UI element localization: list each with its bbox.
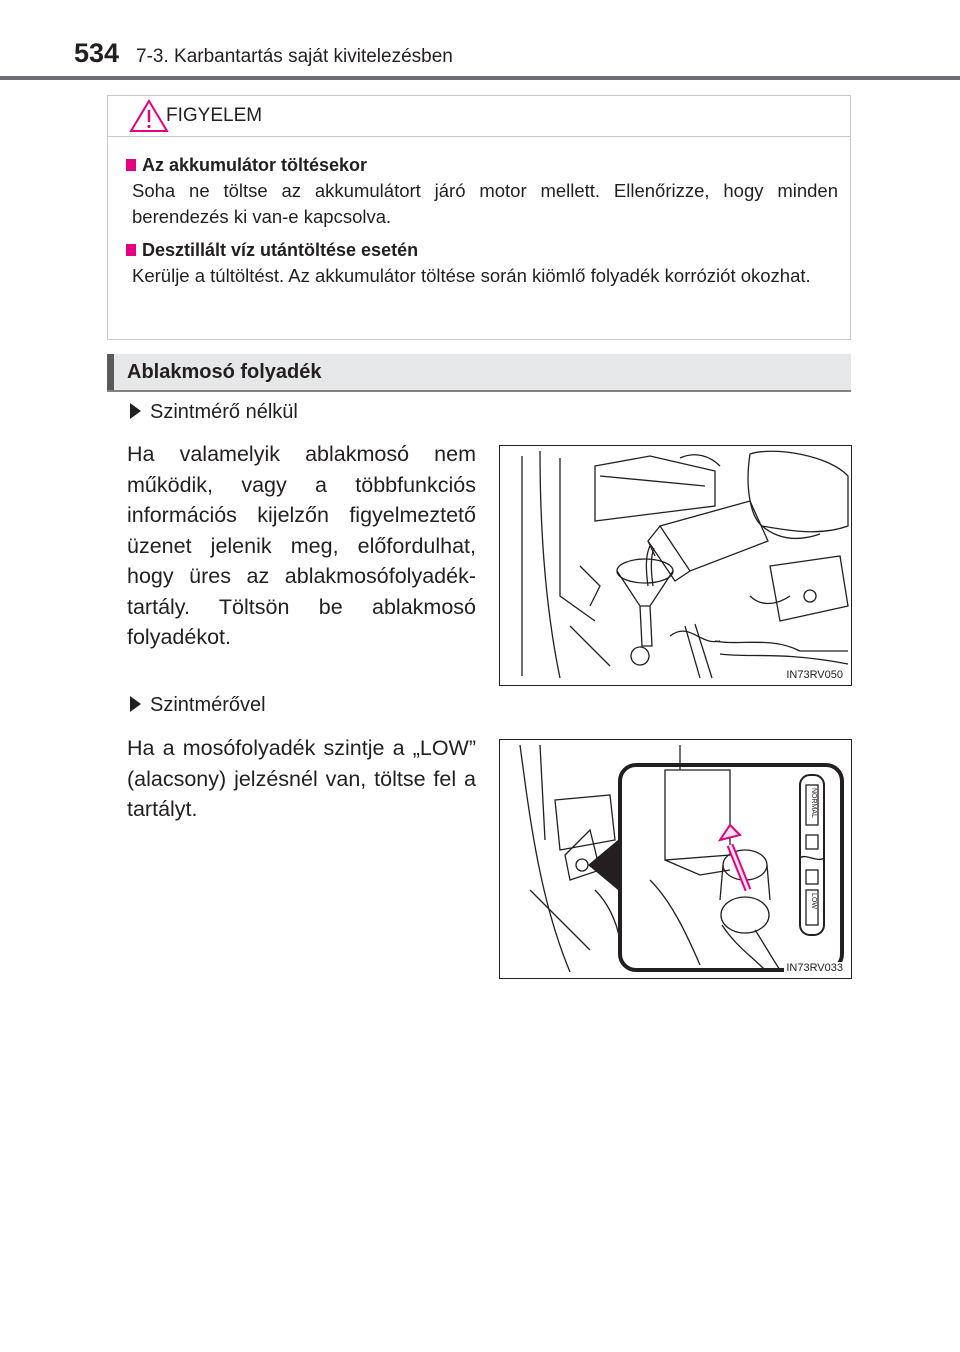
header-rule bbox=[0, 76, 960, 80]
subheading: Szintmérő nélkül bbox=[150, 401, 298, 423]
warning-item-heading: Desztillált víz utántöltése esetén bbox=[142, 240, 419, 260]
subheading: Szintmérővel bbox=[150, 694, 266, 716]
warning-header bbox=[108, 96, 850, 137]
triangle-bullet-icon bbox=[130, 403, 141, 419]
warning-title: FIGYELEM bbox=[166, 105, 263, 126]
figure-code: IN73RV050 bbox=[786, 669, 843, 681]
section-heading: Ablakmosó folyadék bbox=[127, 361, 322, 383]
section-heading-band bbox=[107, 354, 851, 392]
engine-bay-funnel-illustration bbox=[500, 446, 850, 684]
subheading-row bbox=[130, 401, 298, 424]
gauge-label-low: LOW bbox=[810, 893, 817, 909]
figure-code: IN73RV033 bbox=[786, 962, 843, 974]
bullet-square-icon bbox=[126, 159, 136, 171]
gauge-label-normal: NORMAL bbox=[810, 788, 817, 818]
warning-item bbox=[126, 152, 838, 230]
figure-washer-fill-funnel bbox=[499, 445, 852, 686]
warning-item-heading: Az akkumulátor töltésekor bbox=[142, 155, 368, 175]
page-number: 534 bbox=[74, 38, 120, 68]
warning-item bbox=[126, 237, 838, 289]
warning-triangle-icon bbox=[128, 98, 170, 134]
paragraph: Ha valamelyik ablakmosó nem működik, vagy a többfunkciós információs kijelzőn figyelmeztető üzenet jelenik meg, előfordulhat, hogy üres az ablakmosófolyadék-tartály. Töltsön be ablakmosó folyadékot. bbox=[127, 442, 476, 649]
warning-item-heading-row bbox=[126, 237, 838, 263]
warning-box bbox=[107, 95, 851, 340]
paragraph: Ha a mosófolyadék szintje a „LOW” (alacsony) jelzésnél van, töltse fel a tartályt. bbox=[127, 736, 476, 821]
chapter-title: 7-3. Karbantartás saját kivitelezésben bbox=[136, 46, 453, 67]
triangle-bullet-icon bbox=[130, 696, 141, 712]
figure-washer-level-gauge bbox=[499, 739, 852, 979]
warning-item-body: Kerülje a túltöltést. Az akkumulátor töltése során kiömlő folyadék korróziót okozhat. bbox=[132, 265, 811, 286]
section-heading-bar bbox=[107, 354, 114, 390]
subheading-row bbox=[130, 694, 266, 717]
warning-item-heading-row bbox=[126, 152, 838, 178]
warning-item-body: Soha ne töltse az akkumulátort járó motor mellett. Ellenőrizze, hogy minden berendezés ki van-e kapcsolva. bbox=[132, 180, 838, 227]
bullet-square-icon bbox=[126, 244, 136, 256]
level-gauge-illustration bbox=[500, 740, 850, 977]
